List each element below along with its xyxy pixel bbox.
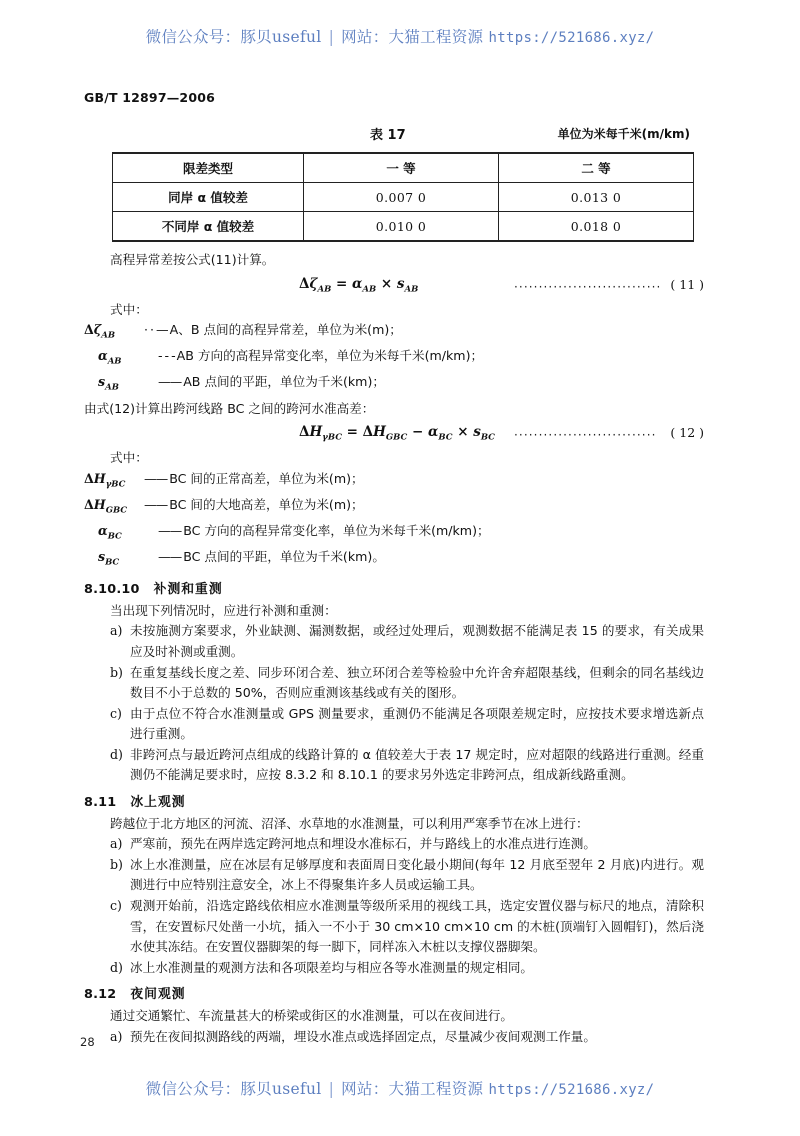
formula12-dots: ····························· [514, 428, 657, 443]
formula11-line [84, 274, 704, 298]
list-marker: b) [110, 856, 123, 872]
symbol-dash: —— [158, 374, 182, 390]
formula12-expression: $\Delta H_{\gamma BC} = \Delta H_{GBC} - \alpha_{BC} \times s_{BC}$ [299, 424, 495, 443]
page-number: 28 [80, 1035, 95, 1049]
formula11-where-label: 式中： [110, 301, 148, 317]
row-value-grade2: 0.013 0 [499, 183, 694, 212]
table-header-cell-grade2: 二 等 [499, 153, 694, 183]
row-value-grade1: 0.010 0 [304, 212, 499, 242]
symbol-dash: - - - [158, 348, 175, 364]
list-item [84, 745, 704, 786]
table-title: 表 17 [370, 128, 406, 143]
section-heading-8-12 [84, 985, 704, 1006]
list-content: 预先在夜间拟测路线的两端，埋设水准点或选择固定点，尽量减少夜间观测工作量。 [130, 1028, 596, 1044]
section-list-8-11 [84, 834, 704, 978]
section-list-8-12 [84, 1027, 704, 1048]
section-title: 补测和重测 [153, 582, 223, 598]
watermark-site-label: 网站：大猫工程资源 [341, 1080, 484, 1098]
section-list-8-10-10 [84, 621, 704, 786]
symbol-dash: · · — [144, 322, 168, 338]
formula11-definition [84, 320, 704, 346]
table-header-cell-grade1: 一 等 [304, 153, 499, 183]
table-header-row [113, 153, 694, 183]
list-item [84, 704, 704, 745]
table-row [113, 212, 694, 242]
section-number: 8.12 [84, 987, 117, 1003]
formula12-lead: 由式(12)计算出跨河线路 BC 之间的跨河水准高差： [84, 400, 375, 416]
watermark-separator: | [328, 28, 335, 46]
formula12-definition [84, 469, 704, 495]
symbol: $s_{AB}$ [98, 374, 119, 393]
watermark-top [0, 25, 800, 47]
table-unit-note: 单位为米每千米(m/km) [557, 127, 690, 141]
section-intro: 当出现下列情况时，应进行补测和重测： [110, 602, 337, 618]
list-marker: d) [110, 959, 123, 975]
watermark-bottom [0, 1077, 800, 1099]
formula11-number: ( 11 ) [670, 276, 704, 292]
section-number: 8.11 [84, 795, 117, 811]
list-content: 观测开始前，沿选定路线依相应水准测量等级所采用的视线工具，选定安置仪器与标尺的地点，清除积雪，在安置标尺处凿一小坑，插入一不小于 30 cm×10 cm×10 cm 的木桩(顶端钉入圆帽钉)，然后浇水使其冻结。在安置仪器脚架的每一脚下，同样冻入木桩以支撑仪器脚架。 [130, 898, 704, 955]
row-value-grade1: 0.007 0 [304, 183, 499, 212]
table-caption-row [112, 124, 690, 142]
formula12-number: ( 12 ) [670, 425, 704, 441]
list-content: 冰上水准测量，应在冰层有足够厚度和表面周日变化最小期间(每年 12 月底至翌年 2 月底)内进行。观测进行中应特别注意安全，冰上不得聚集许多人员或运输工具。 [130, 856, 704, 893]
list-marker: b) [110, 664, 123, 680]
row-label: 不同岸 α 值较差 [113, 212, 304, 242]
list-item [84, 855, 704, 896]
list-marker: a) [110, 836, 123, 852]
symbol-dash: —— [158, 522, 182, 538]
watermark-prefix: 微信公众号：豚贝useful [145, 28, 322, 46]
symbol: $\Delta H_{\gamma BC}$ [84, 470, 126, 490]
list-marker: a) [110, 1028, 123, 1044]
symbol: $\Delta\zeta_{AB}$ [84, 322, 116, 341]
list-item [84, 958, 704, 979]
symbol-description: A、B 点间的高程异常差，单位为米(m)； [169, 322, 402, 338]
section-title: 夜间观测 [130, 987, 186, 1003]
symbol-description: BC 间的大地高差，单位为米(m)； [169, 496, 364, 512]
formula12-definition [84, 521, 704, 547]
row-value-grade2: 0.018 0 [499, 212, 694, 242]
list-content: 非跨河点与最近跨河点组成的线路计算的 α 值较差大于表 17 规定时，应对超限的线路进行重测。经重测仍不能满足要求时，应按 8.3.2 和 8.10.1 的要求另外选定非跨河点，组成新线路重测。 [130, 746, 704, 783]
document-body [84, 250, 704, 1047]
list-marker: c) [110, 898, 122, 914]
symbol-dash: —— [144, 496, 168, 512]
list-item [84, 621, 704, 662]
watermark-url: https://521686.xyz/ [488, 1082, 655, 1098]
list-marker: a) [110, 623, 123, 639]
symbol-description: BC 点间的平距，单位为千米(km)。 [183, 549, 385, 565]
formula11-lead: 高程异常差按公式(11)计算。 [110, 252, 275, 267]
symbol-description: BC 间的正常高差，单位为米(m)； [169, 470, 364, 486]
section-heading-8-11 [84, 793, 704, 814]
watermark-prefix: 微信公众号：豚贝useful [145, 1080, 322, 1098]
list-marker: c) [110, 705, 122, 721]
watermark-separator: | [328, 1080, 335, 1098]
list-content: 由于点位不符合水准测量或 GPS 测量要求，重测仍不能满足各项限差规定时，应按技术要求增选新点进行重测。 [130, 705, 704, 742]
watermark-url: https://521686.xyz/ [488, 30, 655, 46]
list-item [84, 1027, 704, 1048]
formula11-definition [84, 372, 704, 398]
section-title: 冰上观测 [130, 795, 186, 811]
symbol-description: AB 方向的高程异常变化率，单位为米每千米(m/km)； [176, 348, 484, 364]
section-intro: 通过交通繁忙、车流量甚大的桥梁或街区的水准测量，可以在夜间进行。 [110, 1008, 513, 1024]
section-heading-8-10-10 [84, 580, 704, 601]
list-content: 严寒前，预先在两岸选定跨河地点和埋设水准标石，并与路线上的水准点进行连测。 [130, 836, 596, 852]
formula12-definition [84, 495, 704, 521]
formula12-definition [84, 547, 704, 573]
symbol: $s_{BC}$ [98, 549, 120, 568]
list-content: 未按施测方案要求，外业缺测、漏测数据，或经过处理后，观测数据不能满足表 15 的要求，有关成果应及时补测或重测。 [130, 623, 704, 659]
list-item [84, 663, 704, 704]
formula11-dots: ······························ [514, 279, 662, 294]
list-content: 在重复基线长度之差、同步环闭合差、独立环闭合差等检验中允许舍弃超限基线，但剩余的同名基线边数目不小于总数的 50%，否则应重测该基线或有关的图形。 [130, 664, 704, 701]
symbol: $\Delta H_{GBC}$ [84, 496, 128, 516]
list-item [84, 896, 704, 958]
symbol-dash: —— [158, 549, 182, 565]
formula12-where-label: 式中： [110, 450, 148, 466]
table-row [113, 183, 694, 212]
list-marker: d) [110, 746, 123, 762]
symbol-dash: —— [144, 470, 168, 486]
row-label: 同岸 α 值较差 [113, 183, 304, 212]
formula11-expression: $\Delta\zeta_{AB} = \alpha_{AB} \times s_{AB}$ [299, 275, 419, 295]
formula11-definition [84, 346, 704, 372]
table-header-cell-type: 限差类型 [113, 153, 304, 183]
formula12-line [84, 422, 704, 446]
symbol: $\alpha_{AB}$ [98, 348, 122, 367]
section-intro: 跨越位于北方地区的河流、沼泽、水草地的水准测量，可以利用严寒季节在冰上进行： [110, 815, 589, 831]
symbol: $\alpha_{BC}$ [98, 522, 122, 542]
symbol-description: BC 方向的高程异常变化率，单位为米每千米(m/km)； [183, 522, 490, 538]
section-number: 8.10.10 [84, 582, 140, 598]
watermark-site-label: 网站：大猫工程资源 [341, 28, 484, 46]
symbol-description: AB 点间的平距，单位为千米(km)； [183, 374, 385, 390]
list-content: 冰上水准测量的观测方法和各项限差均与相应各等水准测量的规定相同。 [130, 959, 533, 975]
standard-number: GB/T 12897—2006 [84, 90, 216, 105]
list-item [84, 834, 704, 855]
table-17 [112, 152, 694, 242]
